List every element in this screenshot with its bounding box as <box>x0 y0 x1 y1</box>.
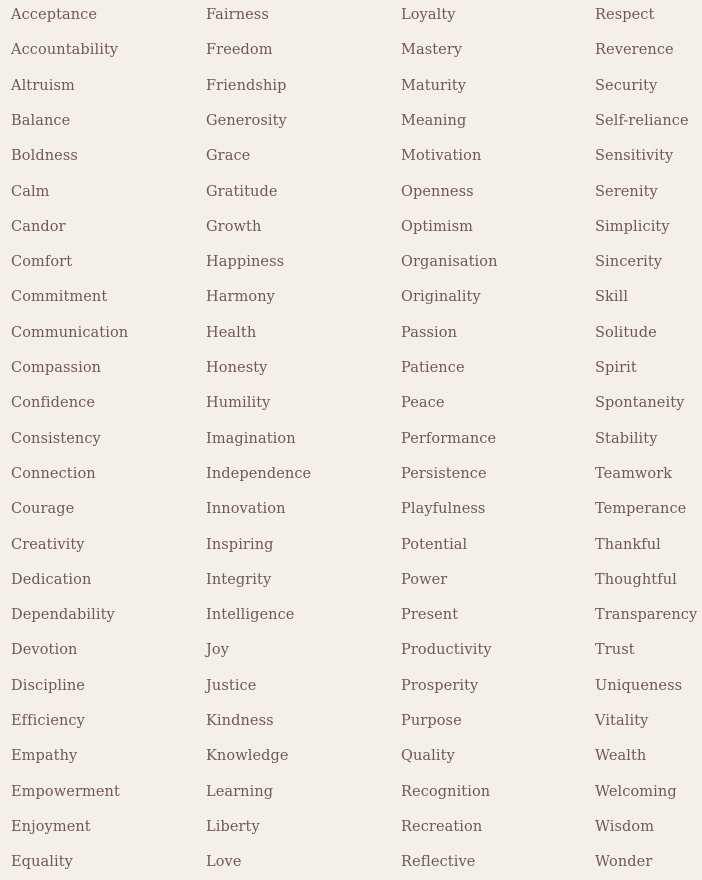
word-item: Transparency <box>595 607 698 624</box>
word-item: Confidence <box>11 395 96 412</box>
word-item: Knowledge <box>206 748 289 765</box>
word-item: Empowerment <box>11 783 120 800</box>
word-item: Learning <box>206 783 274 800</box>
word-item: Liberty <box>206 818 260 835</box>
word-item: Innovation <box>206 501 286 518</box>
word-item: Performance <box>401 430 497 447</box>
word-item: Wonder <box>595 854 653 871</box>
word-item: Grace <box>206 148 251 165</box>
word-item: Efficiency <box>11 713 85 729</box>
word-item: Boldness <box>11 148 78 165</box>
word-item: Originality <box>401 289 481 306</box>
word-item: Happiness <box>206 254 285 271</box>
word-item: Independence <box>206 465 312 482</box>
word-item: Thoughtful <box>595 571 677 588</box>
word-item: Motivation <box>401 148 482 165</box>
word-item: Thankful <box>595 536 661 553</box>
word-item: Optimism <box>401 218 474 235</box>
word-item: Kindness <box>206 713 274 729</box>
word-item: Welcoming <box>595 783 677 800</box>
word-item: Honesty <box>206 360 268 376</box>
word-item: Persistence <box>401 465 487 482</box>
word-item: Trust <box>595 642 635 659</box>
word-item: Present <box>401 607 459 624</box>
word-item: Teamwork <box>595 465 673 482</box>
word-item: Mastery <box>401 42 463 59</box>
word-item: Reverence <box>595 42 674 59</box>
word-item: Peace <box>401 395 445 412</box>
word-item: Passion <box>401 324 458 341</box>
word-item: Intelligence <box>206 607 295 624</box>
word-item: Openness <box>401 183 474 200</box>
word-item: Generosity <box>206 112 287 129</box>
word-item: Compassion <box>11 360 102 376</box>
word-item: Productivity <box>401 642 492 659</box>
word-item: Freedom <box>206 42 273 59</box>
word-item: Humility <box>206 395 271 412</box>
word-item: Growth <box>206 218 262 235</box>
word-item: Self-reliance <box>595 112 689 129</box>
word-item: Fairness <box>206 7 269 23</box>
word-item: Purpose <box>401 713 462 729</box>
word-item: Prosperity <box>401 677 479 694</box>
word-item: Commitment <box>11 289 108 306</box>
word-item: Stability <box>595 430 658 447</box>
word-item: Serenity <box>595 183 658 200</box>
word-item: Reflective <box>401 854 476 871</box>
word-item: Recognition <box>401 783 491 800</box>
word-item: Meaning <box>401 112 467 129</box>
word-item: Patience <box>401 360 465 376</box>
word-item: Spirit <box>595 360 637 376</box>
word-item: Recreation <box>401 818 483 835</box>
word-item: Creativity <box>11 536 85 553</box>
word-item: Acceptance <box>11 7 98 23</box>
word-item: Integrity <box>206 571 272 588</box>
word-item: Inspiring <box>206 536 274 553</box>
word-item: Altruism <box>11 77 75 94</box>
word-item: Empathy <box>11 748 78 765</box>
word-item: Enjoyment <box>11 818 91 835</box>
word-item: Simplicity <box>595 218 670 235</box>
word-item: Skill <box>595 289 629 306</box>
word-item: Wealth <box>595 748 647 765</box>
word-item: Imagination <box>206 430 296 447</box>
word-item: Power <box>401 571 448 588</box>
word-item: Health <box>206 324 257 341</box>
word-item: Friendship <box>206 77 287 94</box>
word-item: Loyalty <box>401 7 456 23</box>
word-item: Sincerity <box>595 254 663 271</box>
word-item: Candor <box>11 218 66 235</box>
word-item: Comfort <box>11 254 73 271</box>
word-item: Love <box>206 854 242 871</box>
word-item: Devotion <box>11 642 78 659</box>
word-item: Justice <box>206 677 257 694</box>
word-item: Accountability <box>11 42 119 59</box>
word-item: Consistency <box>11 430 101 447</box>
word-item: Harmony <box>206 289 275 306</box>
word-item: Security <box>595 77 658 94</box>
word-item: Joy <box>206 642 230 659</box>
word-item: Equality <box>11 854 73 871</box>
word-item: Vitality <box>595 713 649 729</box>
word-item: Quality <box>401 748 455 765</box>
word-item: Courage <box>11 501 75 518</box>
word-item: Maturity <box>401 77 467 94</box>
word-item: Organisation <box>401 254 498 271</box>
word-item: Spontaneity <box>595 395 685 412</box>
word-item: Communication <box>11 324 129 341</box>
word-item: Temperance <box>595 501 687 518</box>
word-item: Uniqueness <box>595 677 683 694</box>
word-item: Respect <box>595 7 655 23</box>
word-item: Wisdom <box>595 818 655 835</box>
word-item: Calm <box>11 183 50 200</box>
word-item: Connection <box>11 465 96 482</box>
word-item: Gratitude <box>206 183 278 200</box>
word-item: Potential <box>401 536 468 553</box>
word-item: Discipline <box>11 677 85 694</box>
word-item: Solitude <box>595 324 657 341</box>
word-item: Dependability <box>11 607 115 624</box>
word-item: Dedication <box>11 571 92 588</box>
word-item: Balance <box>11 112 71 129</box>
word-item: Sensitivity <box>595 148 674 165</box>
word-item: Playfulness <box>401 501 486 518</box>
